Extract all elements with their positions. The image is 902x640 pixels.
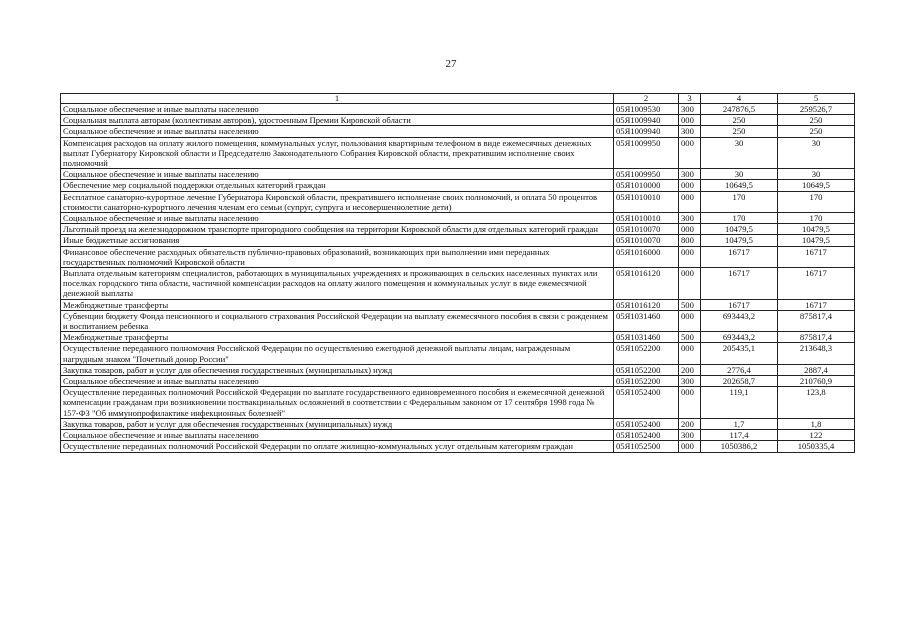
table-row bbox=[61, 224, 855, 235]
table-row bbox=[61, 169, 855, 180]
row-value-1-cell: 119,1 bbox=[701, 387, 778, 419]
row-value-1-cell: 30 bbox=[701, 169, 778, 180]
row-name-cell: Осуществление переданного полномочия Российской Федерации по осуществлению ежегодной денежной выплаты лицам, награжденным нагрудным знаком "Почетный донор России" bbox=[61, 343, 614, 364]
row-type-cell: 000 bbox=[679, 191, 701, 212]
row-code-cell: 05Я1052200 bbox=[614, 376, 679, 387]
row-value-1-cell: 16717 bbox=[701, 268, 778, 300]
table-row bbox=[61, 310, 855, 331]
row-type-cell: 300 bbox=[679, 213, 701, 224]
row-name-cell: Межбюджетные трансферты bbox=[61, 332, 614, 343]
row-type-cell: 300 bbox=[679, 126, 701, 137]
row-name-cell: Социальное обеспечение и иные выплаты населению bbox=[61, 126, 614, 137]
row-name-cell: Льготный проезд на железнодорожном транспорте пригородного сообщения на территории Кировской области для отдельных категорий граждан bbox=[61, 224, 614, 235]
row-name-cell: Социальное обеспечение и иные выплаты населению bbox=[61, 430, 614, 441]
row-type-cell: 000 bbox=[679, 387, 701, 419]
row-value-2-cell: 16717 bbox=[778, 299, 855, 310]
row-name-cell: Иные бюджетные ассигнования bbox=[61, 235, 614, 246]
row-value-1-cell: 30 bbox=[701, 137, 778, 169]
row-value-1-cell: 10649,5 bbox=[701, 180, 778, 191]
row-value-2-cell: 875817,4 bbox=[778, 332, 855, 343]
row-value-1-cell: 1050386,2 bbox=[701, 441, 778, 452]
row-code-cell: 05Я1009940 bbox=[614, 126, 679, 137]
table-header-row bbox=[61, 94, 855, 104]
table-row bbox=[61, 430, 855, 441]
table-row bbox=[61, 137, 855, 169]
row-type-cell: 000 bbox=[679, 180, 701, 191]
row-code-cell: 05Я1031460 bbox=[614, 332, 679, 343]
row-value-2-cell: 2887,4 bbox=[778, 364, 855, 375]
budget-table-body bbox=[61, 94, 855, 453]
row-name-cell: Выплата отдельным категориям специалистов, работающих в муниципальных учреждениях и проживающих в сельских населенных пунктах или поселках городского типа области, частичной компенсации расходов на оплату жилого помещения и коммунальных услуг в виде ежемесячной денежной выплаты bbox=[61, 268, 614, 300]
row-code-cell: 05Я1052200 bbox=[614, 343, 679, 364]
row-name-cell: Бесплатное санаторно-курортное лечение Губернатора Кировской области, прекратившего исполнение своих полномочий, и оплата 50 процентов стоимости санаторно-курортного лечения членам его семьи (супруг, супруга и несовершеннолетние дети) bbox=[61, 191, 614, 212]
header-col-2: 2 bbox=[614, 94, 679, 104]
header-col-1: 1 bbox=[61, 94, 614, 104]
row-value-1-cell: 693443,2 bbox=[701, 310, 778, 331]
row-code-cell: 05Я1016120 bbox=[614, 268, 679, 300]
row-value-1-cell: 2776,4 bbox=[701, 364, 778, 375]
row-code-cell: 05Я1009940 bbox=[614, 115, 679, 126]
row-value-2-cell: 122 bbox=[778, 430, 855, 441]
table-row bbox=[61, 104, 855, 115]
table-row bbox=[61, 418, 855, 429]
table-row bbox=[61, 376, 855, 387]
row-type-cell: 300 bbox=[679, 430, 701, 441]
table-row bbox=[61, 213, 855, 224]
table-row bbox=[61, 387, 855, 419]
row-code-cell: 05Я1031460 bbox=[614, 310, 679, 331]
row-code-cell: 05Я1010070 bbox=[614, 235, 679, 246]
row-type-cell: 000 bbox=[679, 310, 701, 331]
row-value-1-cell: 202658,7 bbox=[701, 376, 778, 387]
row-code-cell: 05Я1016000 bbox=[614, 246, 679, 267]
row-value-1-cell: 205435,1 bbox=[701, 343, 778, 364]
row-value-2-cell: 213648,3 bbox=[778, 343, 855, 364]
row-value-2-cell: 170 bbox=[778, 213, 855, 224]
row-name-cell: Социальное обеспечение и иные выплаты населению bbox=[61, 376, 614, 387]
page-number: 27 bbox=[445, 58, 457, 70]
row-name-cell: Компенсация расходов на оплату жилого помещения, коммунальных услуг, пользования квартирным телефоном в виде ежемесячных денежных выплат Губернатору Кировской области и Председателю Законодательного Собрания Кировской области, прекратившим исполнение своих полномочий bbox=[61, 137, 614, 169]
header-col-5: 5 bbox=[778, 94, 855, 104]
row-code-cell: 05Я1010010 bbox=[614, 191, 679, 212]
row-value-2-cell: 250 bbox=[778, 115, 855, 126]
row-type-cell: 000 bbox=[679, 246, 701, 267]
row-code-cell: 05Я1010000 bbox=[614, 180, 679, 191]
row-value-2-cell: 10479,5 bbox=[778, 224, 855, 235]
row-type-cell: 300 bbox=[679, 169, 701, 180]
row-value-1-cell: 247876,5 bbox=[701, 104, 778, 115]
row-value-1-cell: 170 bbox=[701, 191, 778, 212]
row-value-1-cell: 250 bbox=[701, 115, 778, 126]
row-name-cell: Социальное обеспечение и иные выплаты населению bbox=[61, 104, 614, 115]
row-type-cell: 500 bbox=[679, 299, 701, 310]
row-value-1-cell: 250 bbox=[701, 126, 778, 137]
row-value-2-cell: 1050335,4 bbox=[778, 441, 855, 452]
row-code-cell: 05Я1052400 bbox=[614, 387, 679, 419]
row-value-1-cell: 170 bbox=[701, 213, 778, 224]
row-name-cell: Субвенции бюджету Фонда пенсионного и социального страхования Российской Федерации на выплату ежемесячного пособия в связи с рождением и воспитанием ребенка bbox=[61, 310, 614, 331]
row-name-cell: Обеспечение мер социальной поддержки отдельных категорий граждан bbox=[61, 180, 614, 191]
row-type-cell: 000 bbox=[679, 343, 701, 364]
table-row bbox=[61, 126, 855, 137]
row-value-2-cell: 250 bbox=[778, 126, 855, 137]
row-code-cell: 05Я1009530 bbox=[614, 104, 679, 115]
row-name-cell: Межбюджетные трансферты bbox=[61, 299, 614, 310]
row-type-cell: 000 bbox=[679, 268, 701, 300]
row-code-cell: 05Я1016120 bbox=[614, 299, 679, 310]
row-code-cell: 05Я1010070 bbox=[614, 224, 679, 235]
row-value-2-cell: 30 bbox=[778, 137, 855, 169]
row-value-1-cell: 10479,5 bbox=[701, 224, 778, 235]
row-code-cell: 05Я1009950 bbox=[614, 137, 679, 169]
row-value-2-cell: 875817,4 bbox=[778, 310, 855, 331]
header-col-3: 3 bbox=[679, 94, 701, 104]
table-row bbox=[61, 441, 855, 452]
row-code-cell: 05Я1052400 bbox=[614, 430, 679, 441]
table-row bbox=[61, 191, 855, 212]
table-row bbox=[61, 115, 855, 126]
row-value-2-cell: 30 bbox=[778, 169, 855, 180]
row-value-1-cell: 16717 bbox=[701, 299, 778, 310]
row-value-1-cell: 1,7 bbox=[701, 418, 778, 429]
row-code-cell: 05Я1052200 bbox=[614, 364, 679, 375]
row-value-1-cell: 117,4 bbox=[701, 430, 778, 441]
row-value-2-cell: 1,8 bbox=[778, 418, 855, 429]
row-name-cell: Социальное обеспечение и иные выплаты населению bbox=[61, 213, 614, 224]
row-value-2-cell: 170 bbox=[778, 191, 855, 212]
row-code-cell: 05Я1010010 bbox=[614, 213, 679, 224]
row-value-1-cell: 16717 bbox=[701, 246, 778, 267]
row-value-1-cell: 10479,5 bbox=[701, 235, 778, 246]
row-type-cell: 300 bbox=[679, 104, 701, 115]
row-type-cell: 000 bbox=[679, 224, 701, 235]
header-col-4: 4 bbox=[701, 94, 778, 104]
table-row bbox=[61, 343, 855, 364]
row-name-cell: Социальная выплата авторам (коллективам авторов), удостоенным Премии Кировской области bbox=[61, 115, 614, 126]
row-value-1-cell: 693443,2 bbox=[701, 332, 778, 343]
table-row bbox=[61, 180, 855, 191]
row-value-2-cell: 210760,9 bbox=[778, 376, 855, 387]
row-name-cell: Закупка товаров, работ и услуг для обеспечения государственных (муниципальных) нужд bbox=[61, 418, 614, 429]
table-row bbox=[61, 246, 855, 267]
row-type-cell: 800 bbox=[679, 235, 701, 246]
row-value-2-cell: 16717 bbox=[778, 268, 855, 300]
table-row bbox=[61, 235, 855, 246]
row-value-2-cell: 10649,5 bbox=[778, 180, 855, 191]
budget-table bbox=[60, 93, 855, 453]
row-type-cell: 000 bbox=[679, 441, 701, 452]
table-row bbox=[61, 364, 855, 375]
row-value-2-cell: 10479,5 bbox=[778, 235, 855, 246]
row-name-cell: Осуществление переданных полномочий Российской Федерации по выплате государственного единовременного пособия и ежемесячной денежной компенсации гражданам при возникновении поствакцинальных осложнений в соответствии с Федеральным законом от 17 сентября 1998 года № 157-ФЗ "Об иммунопрофилактике инфекционных болезней" bbox=[61, 387, 614, 419]
row-name-cell: Осуществление переданных полномочий Российской Федерации по оплате жилищно-коммунальных услуг отдельным категориям граждан bbox=[61, 441, 614, 452]
table-row bbox=[61, 299, 855, 310]
row-type-cell: 000 bbox=[679, 115, 701, 126]
row-type-cell: 300 bbox=[679, 376, 701, 387]
row-type-cell: 500 bbox=[679, 332, 701, 343]
row-code-cell: 05Я1052500 bbox=[614, 441, 679, 452]
table-row bbox=[61, 268, 855, 300]
row-value-2-cell: 123,8 bbox=[778, 387, 855, 419]
row-value-2-cell: 16717 bbox=[778, 246, 855, 267]
row-code-cell: 05Я1052400 bbox=[614, 418, 679, 429]
table-row bbox=[61, 332, 855, 343]
row-type-cell: 200 bbox=[679, 418, 701, 429]
row-type-cell: 200 bbox=[679, 364, 701, 375]
row-type-cell: 000 bbox=[679, 137, 701, 169]
row-name-cell: Социальное обеспечение и иные выплаты населению bbox=[61, 169, 614, 180]
row-name-cell: Финансовое обеспечение расходных обязательств публично-правовых образований, возникающих при выполнении ими переданных государственных полномочий Кировской области bbox=[61, 246, 614, 267]
row-value-2-cell: 259526,7 bbox=[778, 104, 855, 115]
row-name-cell: Закупка товаров, работ и услуг для обеспечения государственных (муниципальных) нужд bbox=[61, 364, 614, 375]
row-code-cell: 05Я1009950 bbox=[614, 169, 679, 180]
